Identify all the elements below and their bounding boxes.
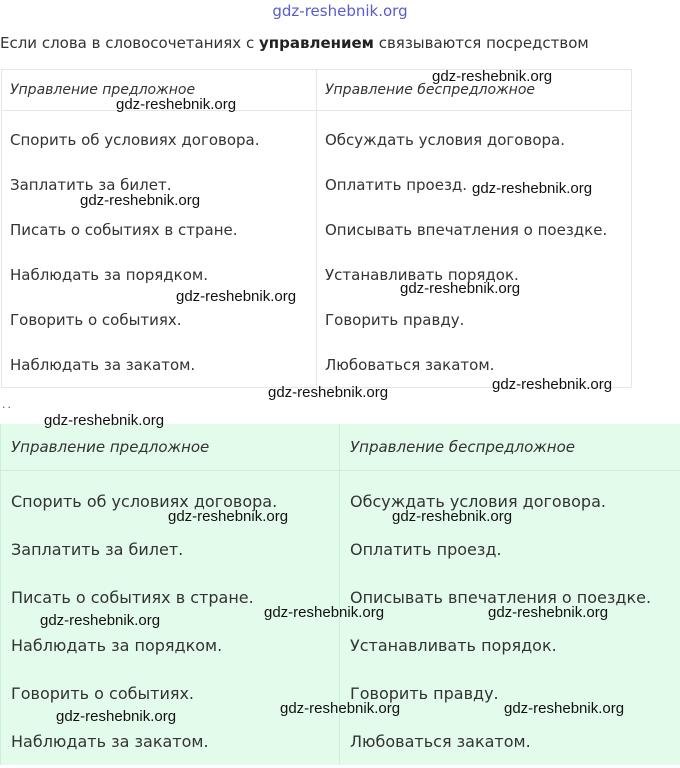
watermark: gdz-reshebnik.org <box>280 700 401 717</box>
intro-before: Если слова в словосочетаниях с <box>0 34 259 52</box>
watermark: gdz-reshebnik.org <box>472 180 593 197</box>
cell-non-prepositional: Устанавливать порядок. <box>340 621 680 669</box>
cell-prepositional: Писать о событиях в стране. <box>1 573 340 621</box>
table-row <box>2 252 632 297</box>
table-row <box>1 471 680 526</box>
cell-non-prepositional: Говорить правду. <box>340 669 680 717</box>
cell-non-prepositional: Устанавливать порядок. <box>317 252 632 297</box>
cell-prepositional: Наблюдать за порядком. <box>2 252 317 297</box>
watermark: gdz-reshebnik.org <box>80 192 201 209</box>
table-row <box>2 207 632 252</box>
cell-prepositional: Говорить о событиях. <box>2 297 317 342</box>
separator-dots: .. <box>2 398 13 411</box>
watermark: gdz-reshebnik.org <box>504 700 625 717</box>
cell-non-prepositional: Оплатить проезд. <box>340 525 680 573</box>
watermark: gdz-reshebnik.org <box>56 708 177 725</box>
table-row <box>2 297 632 342</box>
cell-non-prepositional: Обсуждать условия договора. <box>317 111 632 163</box>
site-header[interactable]: gdz-reshebnik.org <box>272 2 408 20</box>
header-non-prepositional: Управление беспредложное <box>340 424 680 471</box>
watermark: gdz-reshebnik.org <box>268 384 389 401</box>
watermark: gdz-reshebnik.org <box>432 68 553 85</box>
intro-bold: управлением <box>258 34 374 52</box>
intro-text <box>0 34 680 52</box>
cell-non-prepositional: Обсуждать условия договора. <box>340 471 680 526</box>
header-prepositional: Управление предложное <box>2 70 317 111</box>
watermark: gdz-reshebnik.org <box>492 376 613 393</box>
header-prepositional: Управление предложное <box>1 424 340 471</box>
cell-prepositional: Писать о событиях в стране. <box>2 207 317 252</box>
cell-non-prepositional: Описывать впечатления о поездке. <box>317 207 632 252</box>
watermark: gdz-reshebnik.org <box>116 96 237 113</box>
cell-prepositional: Говорить о событиях. <box>1 669 340 717</box>
watermark: gdz-reshebnik.org <box>264 604 385 621</box>
watermark: gdz-reshebnik.org <box>392 508 513 525</box>
cell-non-prepositional: Описывать впечатления о поездке. <box>340 573 680 621</box>
cell-prepositional: Наблюдать за закатом. <box>1 717 340 765</box>
cell-prepositional: Наблюдать за закатом. <box>2 342 317 388</box>
government-table <box>1 69 632 388</box>
intro-after: связываются посредством <box>373 34 589 52</box>
table-row <box>1 525 680 573</box>
cell-prepositional: Заплатить за билет. <box>2 162 317 207</box>
cell-non-prepositional: Любоваться закатом. <box>340 717 680 765</box>
header-non-prepositional: Управление беспредложное <box>317 70 632 111</box>
watermark: gdz-reshebnik.org <box>40 612 161 629</box>
watermark: gdz-reshebnik.org <box>488 604 609 621</box>
cell-prepositional: Спорить об условиях договора. <box>1 471 340 526</box>
watermark: gdz-reshebnik.org <box>176 288 297 305</box>
cell-non-prepositional: Любоваться закатом. <box>317 342 632 388</box>
watermark: gdz-reshebnik.org <box>168 508 289 525</box>
cell-non-prepositional: Говорить правду. <box>317 297 632 342</box>
table-row <box>2 111 632 163</box>
cell-prepositional: Спорить об условиях договора. <box>2 111 317 163</box>
cell-prepositional: Наблюдать за порядком. <box>1 621 340 669</box>
cell-prepositional: Заплатить за билет. <box>1 525 340 573</box>
watermark: gdz-reshebnik.org <box>400 280 521 297</box>
watermark: gdz-reshebnik.org <box>44 412 165 429</box>
cell-non-prepositional: Оплатить проезд. <box>317 162 632 207</box>
